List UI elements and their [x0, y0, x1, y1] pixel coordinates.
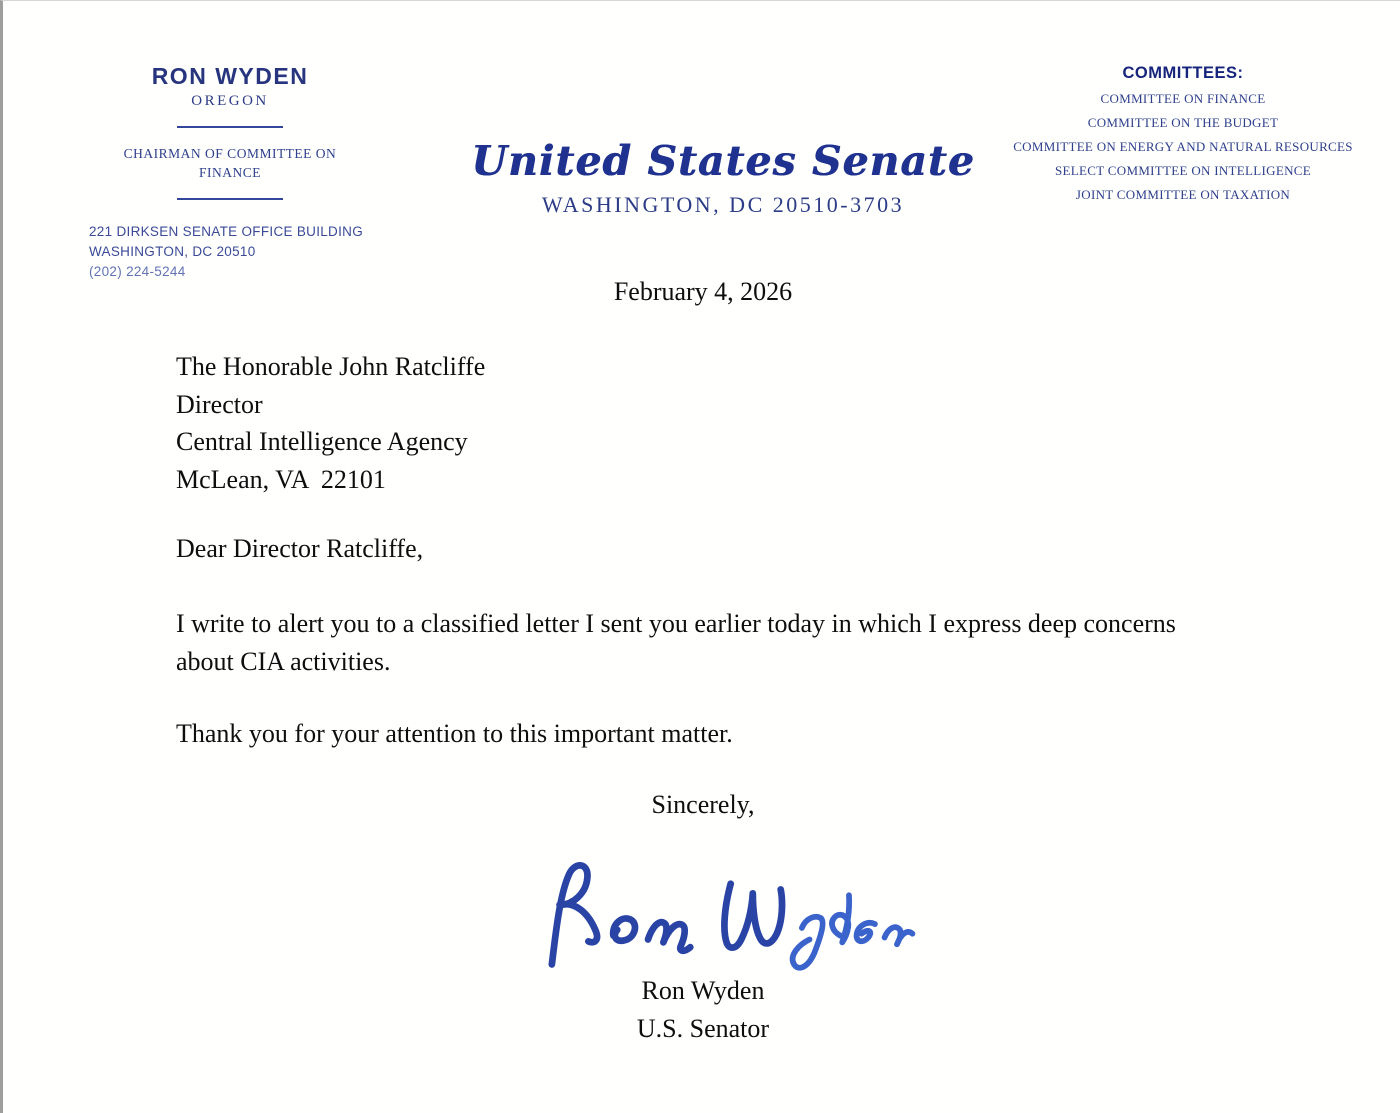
committee-item: SELECT COMMITTEE ON INTELLIGENCE: [1055, 163, 1311, 178]
sender-address: [89, 222, 371, 282]
sender-title-line1: CHAIRMAN OF COMMITTEE ON: [123, 146, 337, 161]
signer-name: Ron Wyden: [641, 976, 765, 1005]
letterhead-right: [999, 64, 1367, 203]
recipient-city-state-zip: McLean, VA 22101: [176, 464, 386, 494]
committee-item: COMMITTEE ON THE BUDGET: [1087, 115, 1279, 130]
recipient-title: Director: [176, 389, 263, 419]
recipient-name: The Honorable John Ratcliffe: [176, 352, 486, 381]
signature-handwriting-icon: [513, 851, 933, 976]
divider-rule: [177, 198, 283, 200]
salutation: Dear Director Ratcliffe,: [176, 534, 424, 563]
sender-title: [89, 144, 371, 182]
sender-name: RON WYDEN: [151, 63, 309, 89]
sender-phone: (202) 224-5244: [89, 264, 186, 279]
committee-item: COMMITTEE ON ENERGY AND NATURAL RESOURCES: [1013, 139, 1353, 154]
committees-heading: COMMITTEES:: [1122, 64, 1244, 82]
committee-item: JOINT COMMITTEE ON TAXATION: [1075, 187, 1291, 202]
closing: Sincerely,: [651, 790, 755, 819]
letterhead-left: [89, 63, 371, 282]
sender-address-line1: 221 DIRKSEN SENATE OFFICE BUILDING: [89, 224, 364, 239]
signer-block: [3, 972, 1400, 1047]
committee-item: COMMITTEE ON FINANCE: [1100, 91, 1266, 106]
sender-address-line2: WASHINGTON, DC 20510: [89, 244, 256, 259]
body-paragraph: Thank you for your attention to this important matter.: [176, 719, 733, 748]
recipient-organization: Central Intelligence Agency: [176, 427, 468, 456]
sender-title-line2: FINANCE: [198, 165, 261, 180]
senate-masthead-subtitle: WASHINGTON, DC 20510-3703: [541, 192, 905, 217]
divider-rule: [177, 126, 283, 128]
signature-svg: [513, 851, 933, 976]
letter-date: February 4, 2026: [613, 277, 793, 306]
letterhead-center: [443, 137, 1003, 218]
recipient-address: [176, 348, 485, 498]
sender-state: OREGON: [191, 93, 269, 109]
body-paragraph: I write to alert you to a classified letter I sent you earlier today in which I express deep concerns about CIA activities.: [176, 609, 1176, 676]
senate-masthead-title: United States Senate: [471, 137, 975, 185]
signer-title: U.S. Senator: [636, 1013, 770, 1043]
